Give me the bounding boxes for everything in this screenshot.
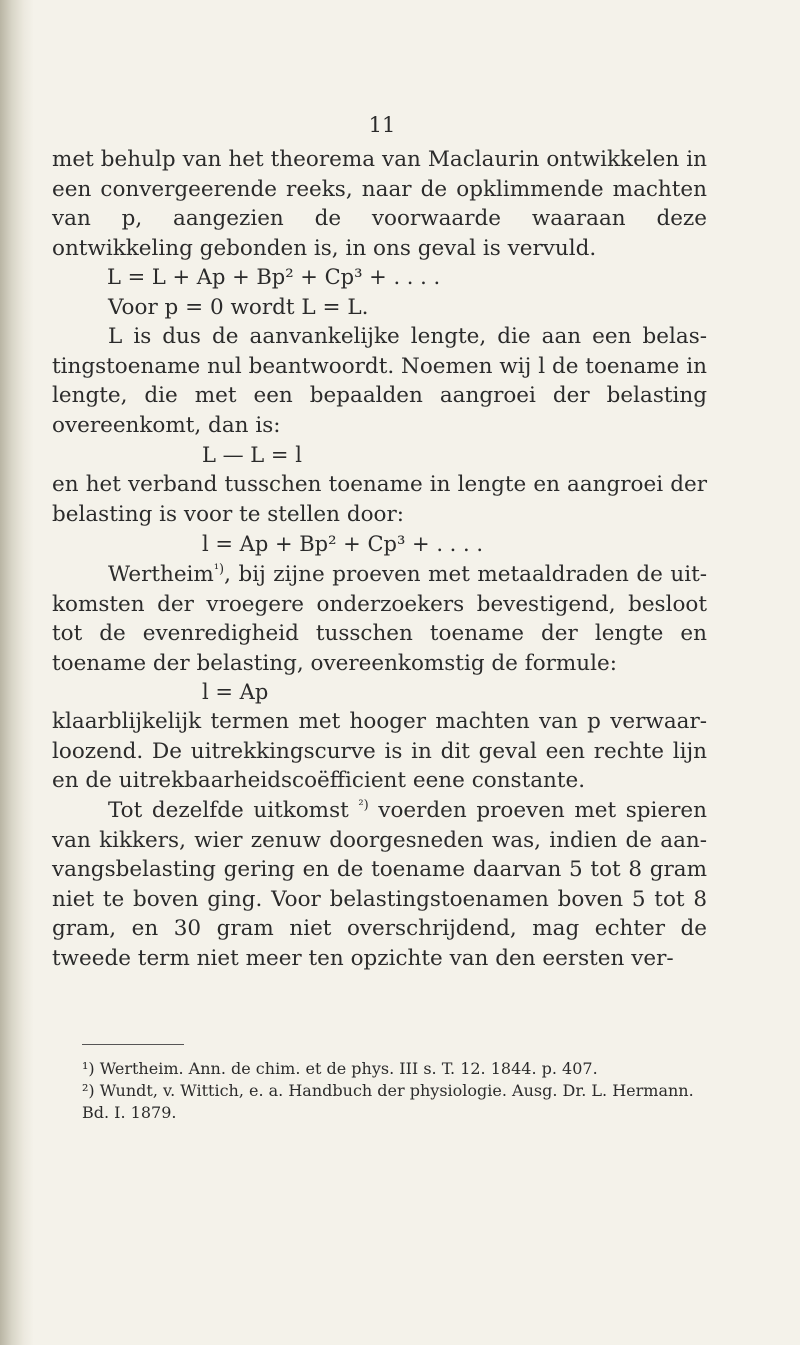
author-wertheim: Wertheim	[108, 562, 214, 587]
formula-series-expansion: L = L + Ap + Bp² + Cp³ + . . . .	[107, 265, 441, 289]
paragraph-frog-muscles-text: voerden proeven met spieren van kikkers, wier zenuw doorgesneden was, indien de aanvangsbelasting gering en de toename daarvan 5 tot 8 gram niet te boven ging. Voor belastingstoenamen boven 5 tot 8 gram, en 30 gram niet overschrijdend, mag echter de tweede term niet meer ten opzichte van den eersten ver-	[52, 798, 707, 971]
paragraph-wertheim-text: , bij zijne proeven met metaaldraden de uitkomsten der vroegere onderzoekers bevestigend, besloot tot de evenredigheid tusschen toename der lengte en toename der belasting, overeenkomstig de formule:	[52, 562, 707, 676]
paragraph-p-zero: Voor p = 0 wordt L = L.	[108, 295, 369, 320]
scanned-page-edge	[0, 0, 34, 1345]
paragraph-frog-muscles-lead: Tot dezelfde uitkomst	[108, 798, 349, 823]
formula-increment-series: l = Ap + Bp² + Cp³ + . . . .	[202, 532, 484, 556]
paragraph-maclaurin: met behulp van het theorema van Maclaurin ontwikkelen in een convergeerende reeks, naar de opklimmende machten van p, aangezien de voorwaarde waaraan deze ontwikkeling gebonden is, in ons geval is vervuld.	[52, 147, 707, 261]
footnote-2: ²) Wundt, v. Wittich, e. a. Handbuch der physiologie. Ausg. Dr. L. Hermann. Bd. I. 1879.	[82, 1081, 694, 1122]
footnote-ref-2: ²)	[358, 797, 369, 813]
formula-linear: l = Ap	[202, 680, 269, 704]
formula-length-difference: L — L = l	[202, 443, 302, 467]
paragraph-relation: en het verband tusschen toename in lengte en aangroei der belasting is voor te stellen door:	[52, 472, 707, 527]
footnote-separator	[82, 1044, 184, 1045]
paragraph-frog-muscles	[52, 796, 707, 973]
footnote-1: ¹) Wertheim. Ann. de chim. et de phys. III s. T. 12. 1844. p. 407.	[82, 1059, 598, 1078]
page	[52, 0, 770, 1345]
paragraph-extension-curve: klaarblijkelijk termen met hooger machten van p verwaarloozend. De uitrekkingscurve is in dit geval een rechte lijn en de uitrekbaarheidscoëfficient eene constante.	[52, 709, 707, 793]
page-number: 11	[368, 113, 396, 137]
paragraph-wertheim	[52, 560, 707, 678]
footnote-ref-1: ¹)	[213, 561, 225, 577]
paragraph-initial-length: L is dus de aanvankelijke lengte, die aan een belastingstoename nul beantwoordt. Noemen wij l de toename in lengte, die met een bepaalden aangroei der belasting overeenkomt, dan is:	[52, 324, 707, 438]
